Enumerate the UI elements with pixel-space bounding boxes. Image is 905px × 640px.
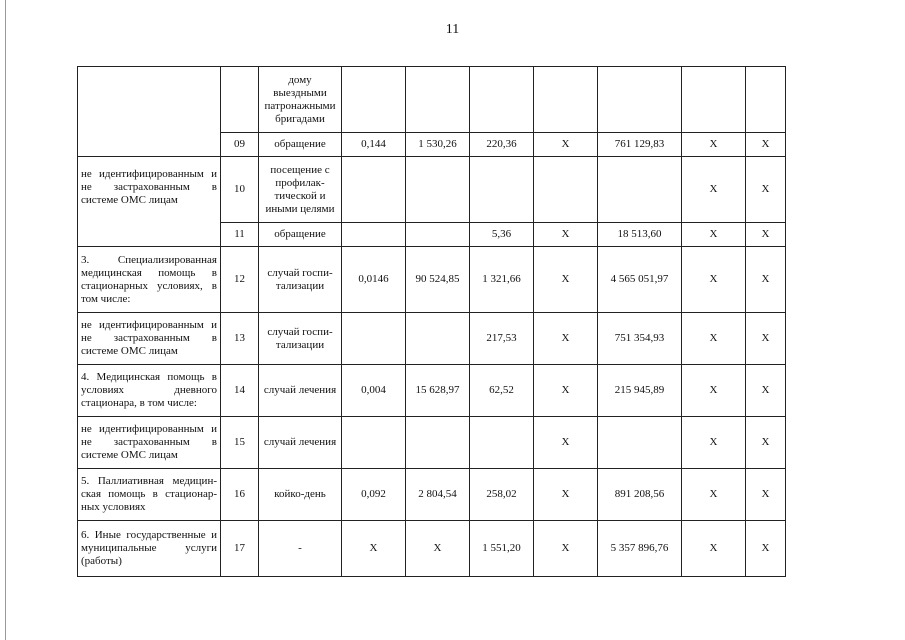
- row-total: [598, 417, 682, 469]
- row-total: 751 354,93: [598, 313, 682, 365]
- row-per-capita: 62,52: [470, 365, 534, 417]
- row-norm: 0,092: [342, 469, 406, 521]
- row-col7: X: [534, 247, 598, 313]
- row-norm: [342, 223, 406, 247]
- row-description: [78, 67, 221, 157]
- row-col7: X: [534, 469, 598, 521]
- row-col7: X: [534, 133, 598, 157]
- row-unit: обращение: [259, 133, 342, 157]
- row-per-capita: [470, 157, 534, 223]
- row-cost: [406, 417, 470, 469]
- row-per-capita: 1 321,66: [470, 247, 534, 313]
- row-norm: 0,004: [342, 365, 406, 417]
- row-col9: X: [682, 469, 746, 521]
- row-col10: [746, 67, 786, 133]
- norms-table: [77, 66, 786, 577]
- row-total: 4 565 051,97: [598, 247, 682, 313]
- row-col9: X: [682, 521, 746, 577]
- row-col9: X: [682, 247, 746, 313]
- row-per-capita: 1 551,20: [470, 521, 534, 577]
- row-col7: X: [534, 365, 598, 417]
- row-col10: X: [746, 157, 786, 223]
- row-total: 891 208,56: [598, 469, 682, 521]
- row-total: 18 513,60: [598, 223, 682, 247]
- row-unit: случай госпи-тализации: [259, 247, 342, 313]
- row-col9: X: [682, 417, 746, 469]
- row-description: не идентифицированным и не застрахованным в системе ОМС лицам: [78, 313, 221, 365]
- row-description: не идентифицированным и не застрахованным в системе ОМС лицам: [78, 157, 221, 247]
- row-cost: [406, 223, 470, 247]
- row-col10: X: [746, 469, 786, 521]
- row-total: [598, 157, 682, 223]
- row-description: не идентифицированным и не застрахованным в системе ОМС лицам: [78, 417, 221, 469]
- row-cost: 15 628,97: [406, 365, 470, 417]
- row-code: 09: [221, 133, 259, 157]
- row-description: 3. Специализированная медицинская помощь в стационарных условиях, в том числе:: [78, 247, 221, 313]
- row-norm: [342, 67, 406, 133]
- row-description: 6. Иные государственные и муниципальные услуги (работы): [78, 521, 221, 577]
- row-col10: X: [746, 521, 786, 577]
- row-cost: [406, 157, 470, 223]
- table-row: [78, 417, 786, 469]
- row-col9: X: [682, 223, 746, 247]
- row-total: 761 129,83: [598, 133, 682, 157]
- row-norm: 0,144: [342, 133, 406, 157]
- row-per-capita: 5,36: [470, 223, 534, 247]
- row-per-capita: 220,36: [470, 133, 534, 157]
- row-col10: X: [746, 247, 786, 313]
- row-cost: X: [406, 521, 470, 577]
- row-col10: X: [746, 223, 786, 247]
- row-unit: посещение с профилак-тической и иными целями: [259, 157, 342, 223]
- row-norm: X: [342, 521, 406, 577]
- row-code: 17: [221, 521, 259, 577]
- row-description: 5. Паллиативная медицин-ская помощь в стационар-ных условиях: [78, 469, 221, 521]
- row-col7: X: [534, 417, 598, 469]
- row-col10: X: [746, 417, 786, 469]
- table-row: [78, 247, 786, 313]
- row-unit: -: [259, 521, 342, 577]
- row-col7: [534, 67, 598, 133]
- table-row: [78, 469, 786, 521]
- row-code: 12: [221, 247, 259, 313]
- row-code: 10: [221, 157, 259, 223]
- row-per-capita: 258,02: [470, 469, 534, 521]
- table-row: [78, 365, 786, 417]
- row-code: 16: [221, 469, 259, 521]
- row-unit: обращение: [259, 223, 342, 247]
- row-code: 11: [221, 223, 259, 247]
- row-code: [221, 67, 259, 133]
- row-per-capita: [470, 67, 534, 133]
- row-unit: случай лечения: [259, 417, 342, 469]
- row-total: 5 357 896,76: [598, 521, 682, 577]
- row-cost: 2 804,54: [406, 469, 470, 521]
- row-col9: X: [682, 157, 746, 223]
- left-margin-rule: [5, 0, 6, 640]
- row-unit: койко-день: [259, 469, 342, 521]
- row-unit: случай госпи-тализации: [259, 313, 342, 365]
- row-cost: 1 530,26: [406, 133, 470, 157]
- row-col7: X: [534, 521, 598, 577]
- row-col7: X: [534, 313, 598, 365]
- row-cost: 90 524,85: [406, 247, 470, 313]
- row-code: 14: [221, 365, 259, 417]
- row-code: 15: [221, 417, 259, 469]
- row-col7: [534, 157, 598, 223]
- row-cost: [406, 313, 470, 365]
- row-norm: [342, 157, 406, 223]
- row-col9: X: [682, 313, 746, 365]
- page-number: 11: [445, 22, 460, 37]
- row-norm: [342, 417, 406, 469]
- row-code: 13: [221, 313, 259, 365]
- row-cost: [406, 67, 470, 133]
- row-total: 215 945,89: [598, 365, 682, 417]
- table-row: [78, 67, 786, 133]
- row-col10: X: [746, 313, 786, 365]
- row-norm: 0,0146: [342, 247, 406, 313]
- row-unit: случай лечения: [259, 365, 342, 417]
- table-row: [78, 313, 786, 365]
- table-row: [78, 157, 786, 223]
- row-col7: X: [534, 223, 598, 247]
- row-col9: X: [682, 133, 746, 157]
- row-unit: дому выездными патронажными бригадами: [259, 67, 342, 133]
- row-col10: X: [746, 365, 786, 417]
- row-col9: [682, 67, 746, 133]
- row-col10: X: [746, 133, 786, 157]
- row-description: 4. Медицинская помощь в условиях дневного стационара, в том числе:: [78, 365, 221, 417]
- row-per-capita: [470, 417, 534, 469]
- row-norm: [342, 313, 406, 365]
- table-row: [78, 521, 786, 577]
- row-col9: X: [682, 365, 746, 417]
- row-per-capita: 217,53: [470, 313, 534, 365]
- row-total: [598, 67, 682, 133]
